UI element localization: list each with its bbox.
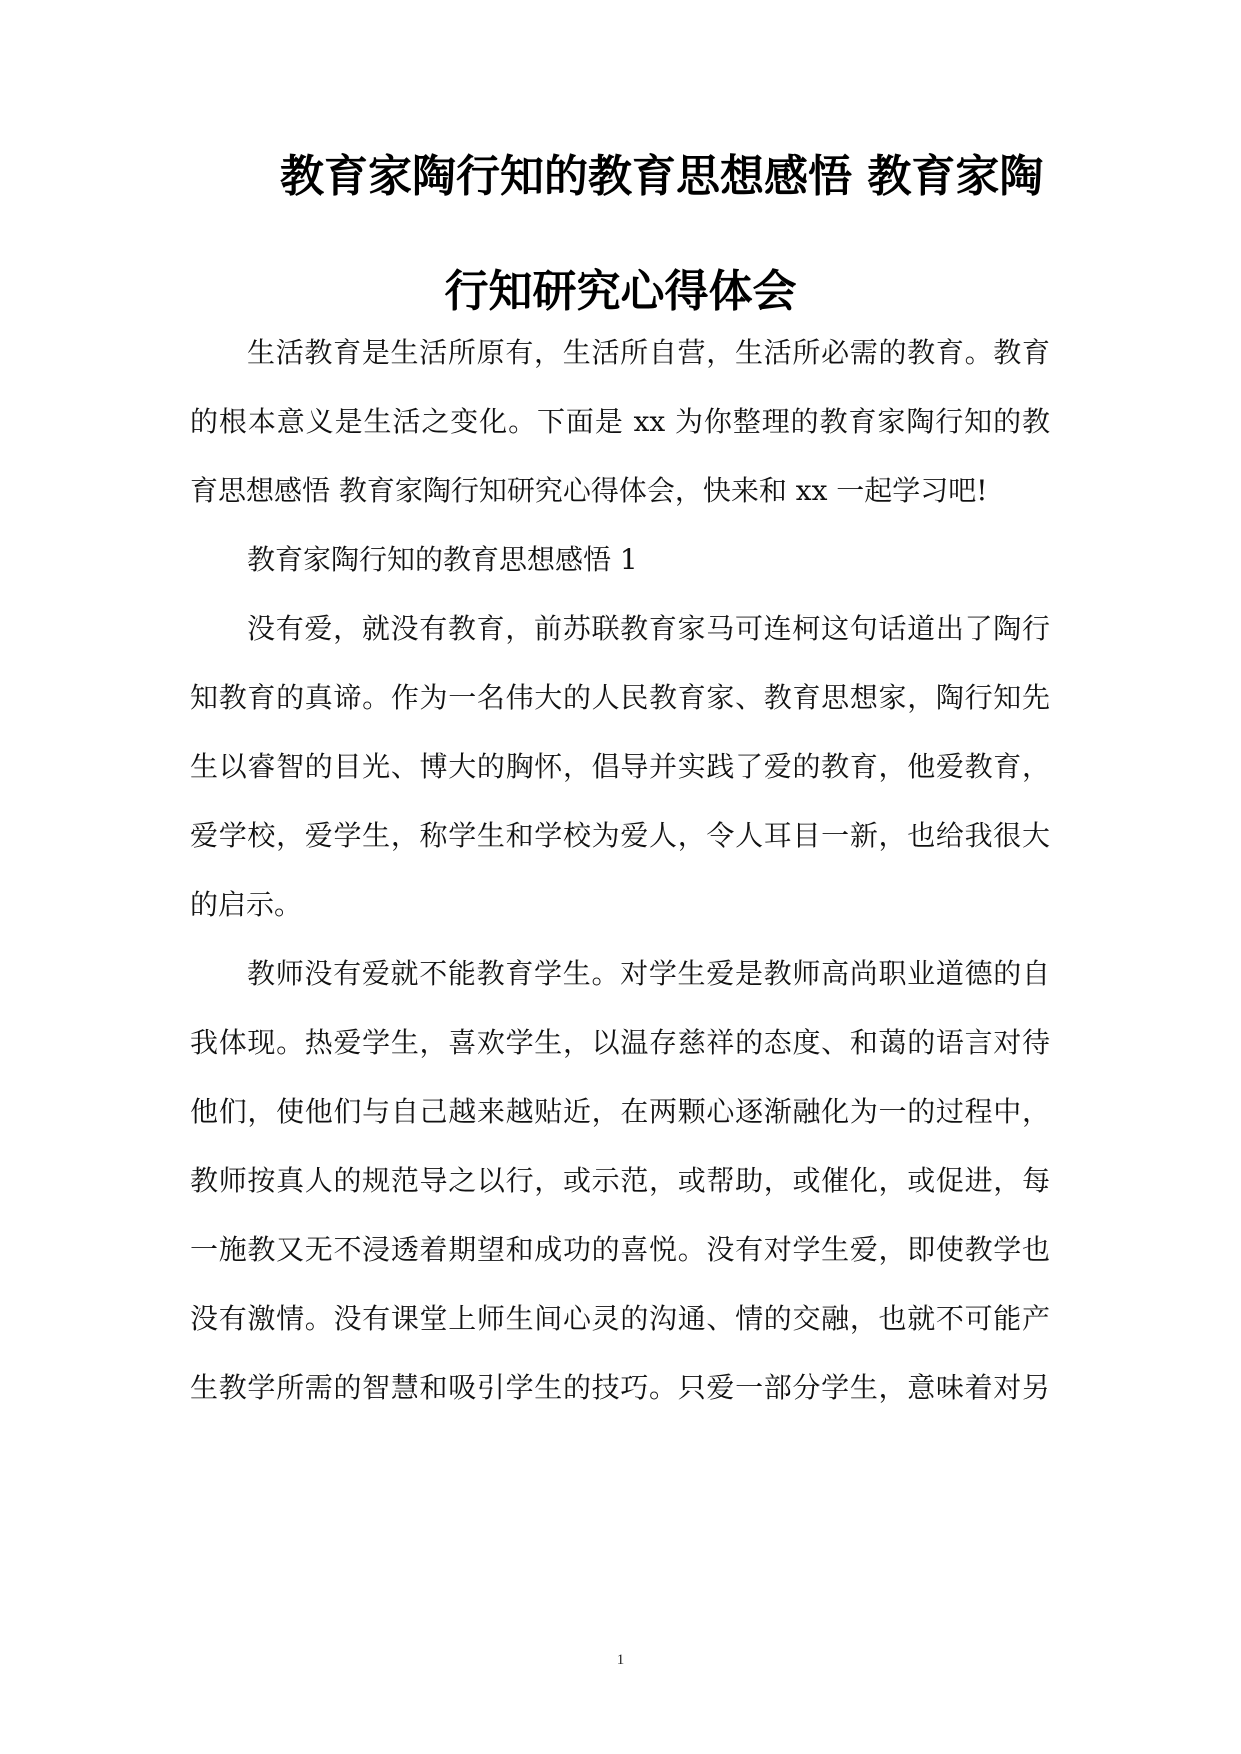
- paragraph-line: 的启示。: [190, 888, 303, 921]
- paragraph-line: 他们，使他们与自己越来越贴近，在两颗心逐渐融化为一的过程中，: [190, 1095, 1050, 1128]
- paragraph-line: 没有爱，就没有教育，前苏联教育家马可连柯这句话道出了陶行: [247, 612, 1050, 645]
- paragraph-line: 育思想感悟 教育家陶行知研究心得体会，快来和 xx 一起学习吧!: [190, 474, 988, 507]
- paragraph-line: 教师按真人的规范导之以行，或示范，或帮助，或催化，或促进，每: [190, 1164, 1050, 1197]
- page-number: 1: [616, 1652, 625, 1668]
- paragraph-line: 生教学所需的智慧和吸引学生的技巧。只爱一部分学生，意味着对另: [190, 1371, 1050, 1404]
- paragraph-line: 知教育的真谛。作为一名伟大的人民教育家、教育思想家，陶行知先: [190, 681, 1050, 714]
- paragraph-line: 教师没有爱就不能教育学生。对学生爱是教师高尚职业道德的自: [247, 957, 1050, 990]
- paragraph-line: 没有激情。没有课堂上师生间心灵的沟通、情的交融，也就不可能产: [190, 1302, 1050, 1335]
- document-title-line-2: 行知研究心得体会: [444, 266, 797, 317]
- paragraph-line: 我体现。热爱学生，喜欢学生，以温存慈祥的态度、和蔼的语言对待: [190, 1026, 1050, 1059]
- section-heading: 教育家陶行知的教育思想感悟 1: [247, 543, 638, 576]
- paragraph-line: 爱学校，爱学生，称学生和学校为爱人，令人耳目一新，也给我很大: [190, 819, 1050, 852]
- paragraph-line: 生活教育是生活所原有，生活所自营，生活所必需的教育。教育: [247, 336, 1050, 369]
- document-title-line-1: 教育家陶行知的教育思想感悟 教育家陶: [280, 151, 1044, 202]
- paragraph-line: 的根本意义是生活之变化。下面是 xx 为你整理的教育家陶行知的教: [190, 405, 1050, 438]
- paragraph-line: 一施教又无不浸透着期望和成功的喜悦。没有对学生爱，即使教学也: [190, 1233, 1050, 1266]
- paragraph-line: 生以睿智的目光、博大的胸怀，倡导并实践了爱的教育，他爱教育，: [190, 750, 1050, 783]
